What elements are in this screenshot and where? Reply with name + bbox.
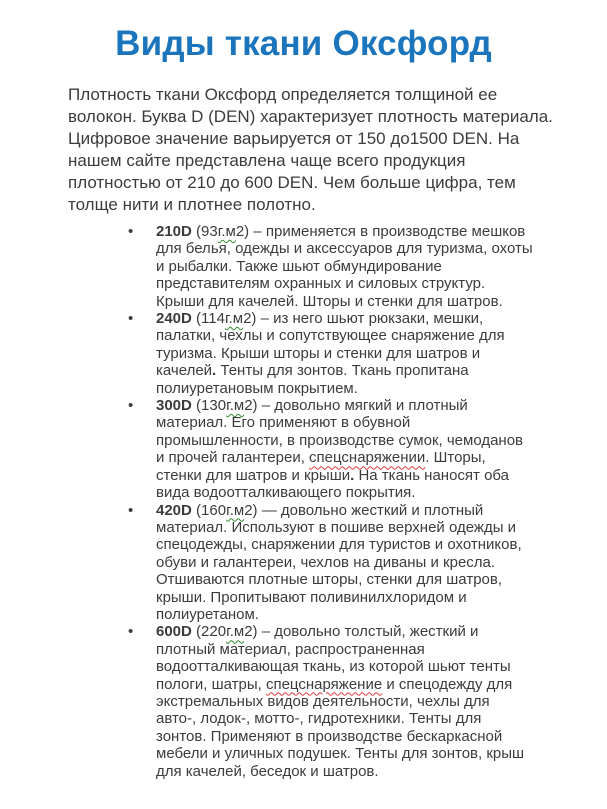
list-item-600d bbox=[156, 623, 534, 780]
list-item-text: 2) – довольно толстый, жесткий и плотный материал, распространенная водоотталкивающая ткань, из которой шьют тенты пологи, шатры, bbox=[156, 623, 511, 693]
spelling-squiggle-text: спецснаряжение bbox=[265, 675, 383, 693]
list-item-300d bbox=[156, 397, 534, 501]
list-item-text: 2) — довольно жесткий и плотный материал. Используют в пошиве верхней одежды и спецодежды, снаряжении для туристов и охотников, обуви и галантереи, чехлов на диваны и кресла. Отшиваются плотные шторы, стенки для шатров, крыши. Пропитывают поливинилхлоридом и полиуретаном. bbox=[156, 501, 522, 623]
list-item-text: (130 bbox=[191, 397, 227, 415]
list-item-text: 2) – довольно мягкий и плотный материал. Его применяют в обувной промышленности, в производстве сумок, чемоданов и прочей галантереи, bbox=[156, 397, 524, 467]
list-item-text: (160 bbox=[191, 501, 227, 519]
density-label-text: . bbox=[212, 362, 217, 380]
density-label-text: 600D bbox=[156, 623, 192, 641]
grammar-squiggle-text: г.м bbox=[226, 501, 245, 519]
density-label-text: 240D bbox=[156, 310, 192, 328]
density-label-text: 210D bbox=[156, 223, 192, 240]
grammar-squiggle-text: г.м bbox=[226, 397, 245, 415]
list-item-text: Тенты для зонтов. Ткань пропитана полиуретановым покрытием. bbox=[156, 362, 469, 397]
document-page bbox=[0, 24, 607, 809]
density-label-text: 420D bbox=[156, 501, 192, 519]
intro-paragraph: Плотность ткани Оксфорд определяется толщиной ее волокон. Буква D (DEN) характеризует плотность материала. Цифровое значение варьируется от 150 до1500 DEN. На нашем сайте представлена чаще всего продукция плотностью от 210 до 600 DEN. Чем больше цифра, тем толще нити и плотнее полотно. bbox=[68, 85, 553, 214]
list-item-420d bbox=[156, 502, 534, 624]
density-label-text: 300D bbox=[156, 397, 192, 415]
list-item-210d bbox=[156, 223, 534, 310]
list-item-text: (114 bbox=[191, 310, 225, 328]
list-item-text: (220 bbox=[191, 623, 227, 641]
list-item-text: . Шторы, стенки для шатров и крыши bbox=[156, 449, 486, 484]
grammar-squiggle-text: г.м bbox=[224, 310, 244, 328]
list-item-text: На ткань наносят оба вида водоотталкивающего покрытия. bbox=[156, 466, 510, 502]
list-item-text: и спецодежду для экстремальных видов деятельности, чехлы для авто-, лодок-, мотто-, гидротехники. Тенты для зонтов. Применяют в производстве бескаркасной мебели и уличных подушек. Тенты для зонтов, крыш для качелей, беседок и шатров. bbox=[156, 675, 525, 780]
fabric-density-list bbox=[156, 223, 534, 780]
list-item-240d bbox=[156, 310, 534, 397]
page-title: Виды ткани Оксфорд bbox=[115, 24, 492, 63]
list-item-text: 2) – применяется в производстве мешков для белья, одежды и аксессуаров для туризма, охоты и рыбалки. Также шьют обмундирование представителям охранных и силовых структур. Крыши для качелей. Шторы и стенки для шатров. bbox=[156, 223, 533, 310]
list-item-text: (93 bbox=[191, 223, 218, 240]
list-item-text: 2) – из него шьют рюкзаки, мешки, палатки, чехлы и сопутствующее снаряжение для туризма. Крыши шторы и стенки для шатров и качелей bbox=[156, 310, 505, 380]
density-label-text: . bbox=[350, 466, 355, 484]
spelling-squiggle-text: спецснаряжении bbox=[309, 449, 426, 467]
grammar-squiggle-text: г.м bbox=[226, 623, 245, 641]
grammar-squiggle-text: г.м bbox=[217, 223, 236, 240]
